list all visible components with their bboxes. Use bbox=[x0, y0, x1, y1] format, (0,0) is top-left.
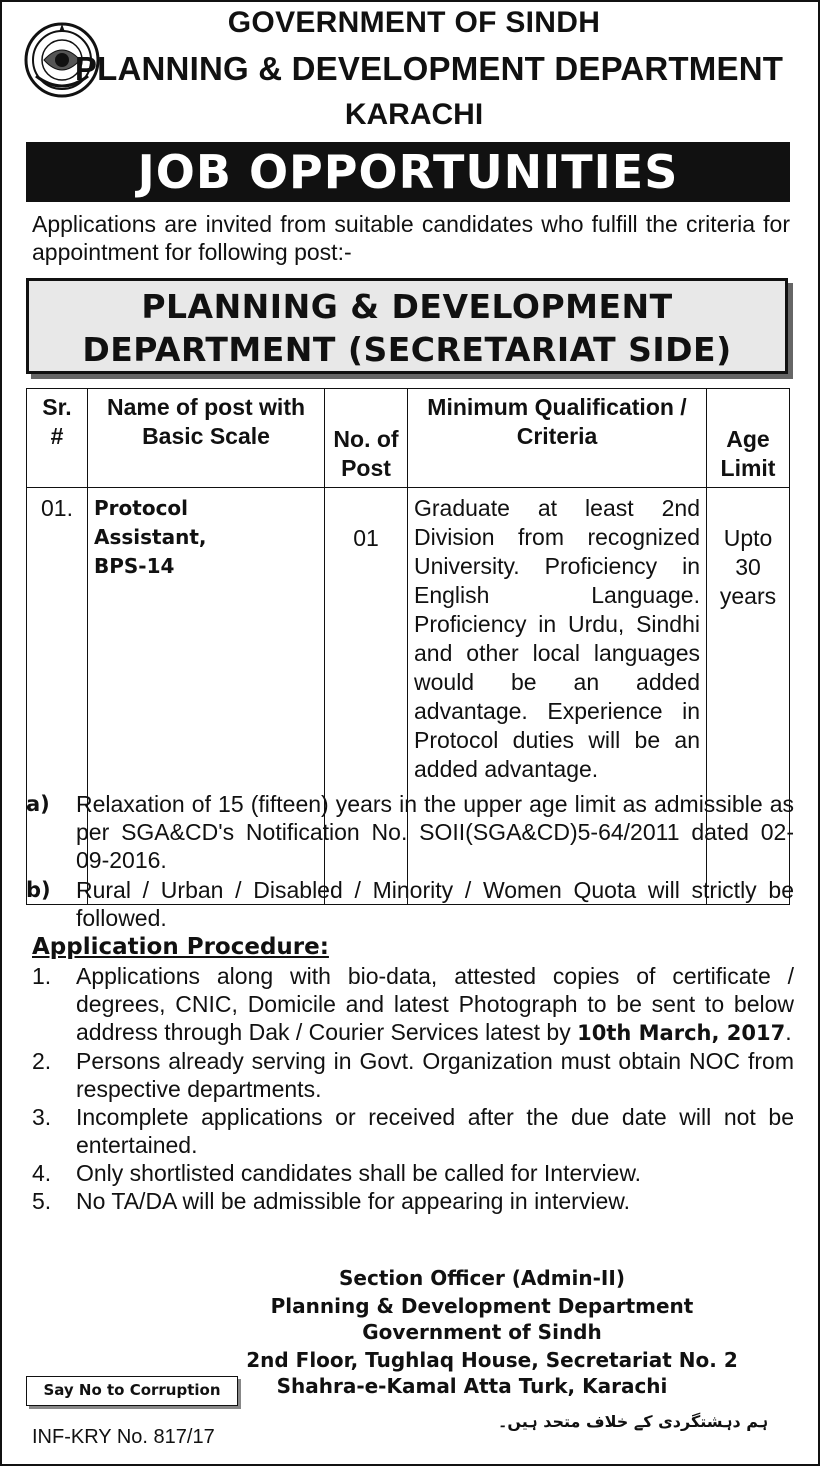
note-text: Rural / Urban / Disabled / Minority / Women Quota will strictly be followed. bbox=[76, 877, 794, 931]
header-city: KARACHI bbox=[344, 98, 484, 131]
table-header-row bbox=[27, 389, 790, 488]
header-age-line-2: Limit bbox=[720, 455, 776, 481]
age-line-1: Upto bbox=[723, 525, 773, 551]
inf-number: INF-KRY No. 817/17 bbox=[32, 1426, 215, 1448]
age-line-2: 30 bbox=[735, 554, 761, 580]
cell-qualification: Graduate at least 2nd Division from recognized University. Proficiency in English Language. Proficiency in Urdu, Sindhi and other local languages would be an added advantage. Experience in Protocol duties will be an added advantage. bbox=[408, 488, 707, 905]
procedure-text bbox=[76, 962, 794, 1047]
signature-government: Government of Sindh bbox=[362, 1320, 602, 1344]
department-line-2: DEPARTMENT (SECRETARIAT SIDE) bbox=[82, 330, 732, 369]
post-name-line-2: Assistant, bbox=[94, 525, 207, 549]
header-count-line-2: Post bbox=[341, 455, 391, 481]
post-scale: BPS-14 bbox=[94, 554, 175, 578]
department-line-1: PLANNING & DEVELOPMENT bbox=[141, 287, 673, 326]
procedure-text: Only shortlisted candidates shall be called for Interview. bbox=[76, 1160, 642, 1186]
header-government: GOVERNMENT OF SINDH bbox=[227, 6, 601, 39]
procedure-key: 3. bbox=[32, 1104, 52, 1130]
procedure-item bbox=[26, 1187, 794, 1215]
procedure-item bbox=[26, 962, 794, 1047]
header-post-line-2: Basic Scale bbox=[142, 423, 270, 449]
job-opportunities-banner: JOB OPPORTUNITIES bbox=[26, 142, 790, 202]
signature-department: Planning & Development Department bbox=[270, 1294, 694, 1318]
procedure-item bbox=[26, 1159, 794, 1187]
header-age bbox=[707, 389, 790, 488]
header-count bbox=[325, 389, 408, 488]
procedure-text: Persons already serving in Govt. Organization must obtain NOC from respective departments. bbox=[76, 1048, 794, 1102]
say-no-to-corruption-box: Say No to Corruption bbox=[26, 1376, 238, 1406]
note-key: b) bbox=[26, 878, 51, 902]
header-post-line-1: Name of post with bbox=[106, 394, 306, 420]
post-name-line-1: Protocol bbox=[94, 496, 189, 520]
procedure-text: Incomplete applications or received after the due date will not be entertained. bbox=[76, 1104, 794, 1158]
procedure-list bbox=[26, 962, 794, 1215]
notes-list bbox=[26, 790, 794, 934]
cell-count: 01 bbox=[325, 488, 408, 905]
cell-sr: 01. bbox=[27, 488, 88, 905]
note-item bbox=[26, 876, 794, 932]
note-item bbox=[26, 790, 794, 874]
signature-title: Section Officer (Admin-II) bbox=[339, 1266, 625, 1290]
procedure-key: 1. bbox=[32, 963, 52, 989]
procedure-text-main: Applications along with bio-data, attested copies of certificate / degrees, CNIC, Domicile and latest Photograph to be sent to below address through Dak / Courier Services latest by bbox=[76, 963, 794, 1045]
procedure-key: 5. bbox=[32, 1188, 52, 1214]
header-count-line-1: No. of bbox=[333, 426, 399, 452]
header-sr bbox=[27, 389, 88, 488]
signature-address-2: Shahra-e-Kamal Atta Turk, Karachi bbox=[276, 1374, 668, 1398]
header-qualification-line-2: Criteria bbox=[516, 423, 598, 449]
intro-text: Applications are invited from suitable candidates who fulfill the criteria for appointment for following post:- bbox=[32, 211, 790, 265]
header-qualification-line-1: Minimum Qualification / bbox=[427, 394, 687, 420]
header-post bbox=[88, 389, 325, 488]
procedure-key: 4. bbox=[32, 1160, 52, 1186]
procedure-item bbox=[26, 1047, 794, 1103]
procedure-text: No TA/DA will be admissible for appearing in interview. bbox=[76, 1188, 630, 1214]
urdu-slogan: ہم دہشتگردی کے خلاف متحد ہیں۔ bbox=[498, 1412, 769, 1431]
deadline-date: 10th March, 2017 bbox=[577, 1021, 786, 1045]
department-box bbox=[26, 278, 788, 374]
header-department: PLANNING & DEVELOPMENT DEPARTMENT bbox=[74, 50, 784, 87]
application-procedure-title: Application Procedure: bbox=[32, 934, 329, 960]
signature-address-1: 2nd Floor, Tughlaq House, Secretariat No. 2 bbox=[246, 1348, 738, 1372]
note-key: a) bbox=[26, 792, 50, 816]
header-age-line-1: Age bbox=[726, 426, 770, 452]
age-line-3: years bbox=[719, 583, 777, 609]
procedure-text-tail: . bbox=[785, 1019, 792, 1045]
header-sr-line-2: # bbox=[50, 423, 64, 449]
note-text: Relaxation of 15 (fifteen) years in the upper age limit as admissible as per SGA&CD's Notification No. SOII(SGA&CD)5-64/2011 dated 02-09-2016. bbox=[76, 791, 794, 873]
procedure-item bbox=[26, 1103, 794, 1159]
header-sr-line-1: Sr. bbox=[42, 394, 72, 420]
procedure-key: 2. bbox=[32, 1048, 52, 1074]
header-qualification bbox=[408, 389, 707, 488]
